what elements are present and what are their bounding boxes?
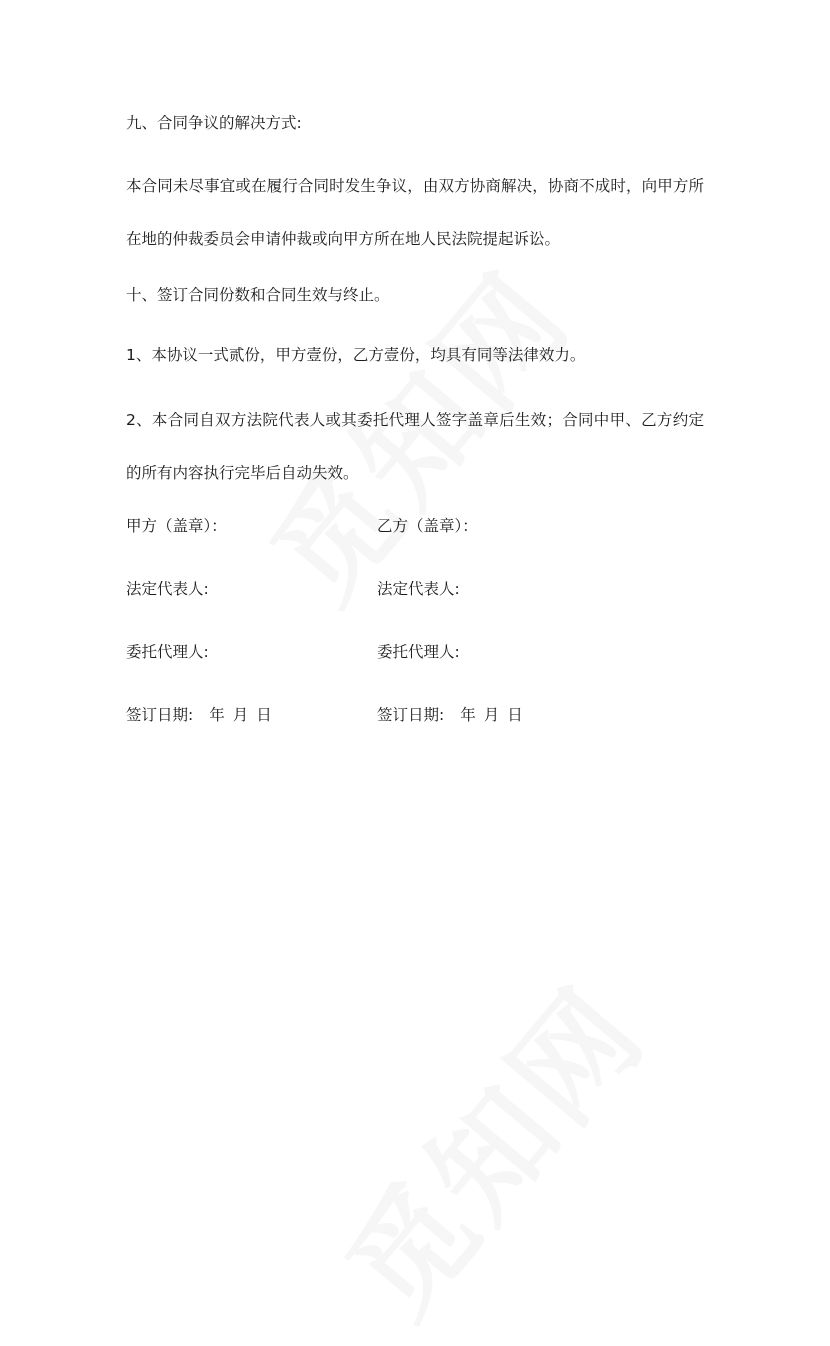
party-a-seal: 甲方（盖章）： <box>126 517 227 535</box>
month-label: 月 <box>483 706 500 724</box>
section-10-item-1: 1、本协议一式贰份，甲方壹份，乙方壹份，均具有同等法律效力。 <box>126 346 586 364</box>
party-a-agent: 委托代理人: <box>126 643 209 661</box>
day-label: 日 <box>256 706 272 724</box>
party-b-sign-date <box>377 706 523 725</box>
month-label: 月 <box>232 706 249 724</box>
watermark <box>302 946 677 1346</box>
party-b-agent: 委托代理人: <box>377 643 460 661</box>
section-9-heading: 九、合同争议的解决方式: <box>126 114 302 132</box>
day-label: 日 <box>507 706 523 724</box>
party-b-seal: 乙方（盖章）： <box>377 517 478 535</box>
date-label: 签订日期: <box>126 706 194 724</box>
party-a-sign-date <box>126 706 272 725</box>
year-label: 年 <box>460 706 476 724</box>
section-10-heading: 十、签订合同份数和合同生效与终止。 <box>126 286 390 304</box>
section-10-item-2: 2、本合同自双方法院代表人或其委托代理人签字盖章后生效；合同中甲、乙方约定的所有内容执行完毕后自动失效。 <box>126 411 704 482</box>
party-b-legal-rep: 法定代表人: <box>377 580 460 598</box>
party-a-legal-rep: 法定代表人: <box>126 580 209 598</box>
year-label: 年 <box>209 706 225 724</box>
date-label: 签订日期: <box>377 706 445 724</box>
section-9-body: 本合同未尽事宜或在履行合同时发生争议，由双方协商解决，协商不成时，向甲方所在地的仲裁委员会申请仲裁或向甲方所在地人民法院提起诉讼。 <box>126 177 704 248</box>
